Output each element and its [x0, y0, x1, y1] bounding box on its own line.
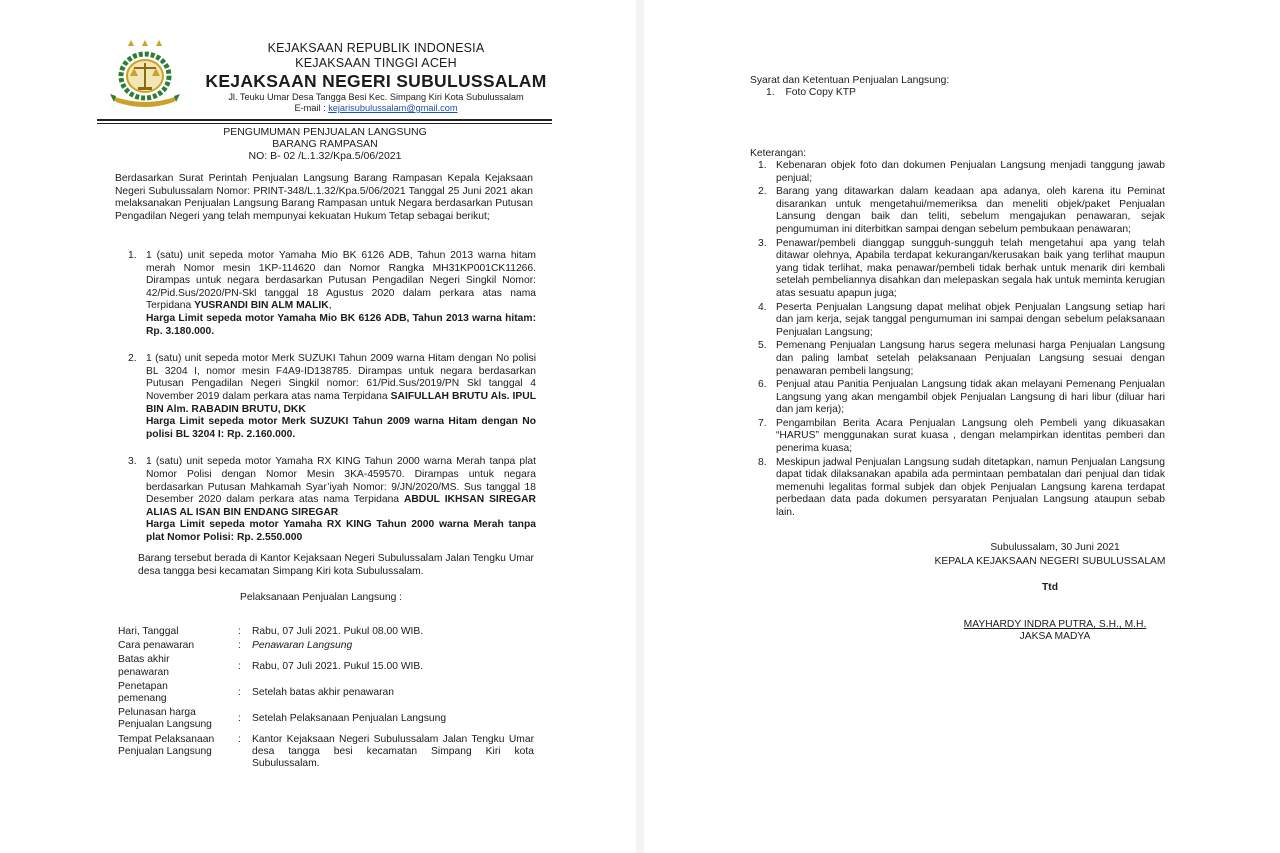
item-number: 3.	[128, 456, 137, 468]
header-line-2: KEJAKSAAN TINGGI ACEH	[295, 56, 457, 70]
item-defendant: SAIFULLAH BRUTU Als. IPUL BIN Alm. RABADIN BRUTU, DKK	[146, 390, 536, 415]
schedule-colon: :	[238, 733, 241, 745]
schedule-value: Setelah Pelaksanaan Penjualan Langsung	[252, 713, 447, 725]
note-text: Penjual atau Panitia Penjualan Langsung tidak akan melayani Pemenang Penjualan Langsung yang akan mengambil objek Penjualan Langsung di hari libur (diluar hari dan jam kerja);	[776, 379, 1165, 416]
schedule-colon: :	[238, 713, 241, 725]
note-number: 5.	[758, 340, 767, 352]
schedule-heading: Pelaksanaan Penjualan Langsung :	[240, 592, 403, 603]
schedule-key: Batas akhir penawaran	[118, 654, 170, 678]
note-number: 4.	[758, 301, 767, 313]
list-item	[128, 250, 536, 338]
schedule-table	[118, 626, 534, 772]
note-text: Barang yang ditawarkan dalam keadaan apa adanya, oleh karena itu Peminat disarankan untuk mengetahui/memeriksa dan meneliti objek/paket Penjualan Lansung dengan baik dan teliti, sebelum mengajukan penawaran, sejak pengumuman ini diterbitkan sampai dengan sebelum pembukaan penawaran;	[776, 186, 1165, 235]
schedule-key: Penetapan pemenang	[118, 680, 168, 705]
header-main-title: KEJAKSAAN NEGERI SUBULUSSALAM	[205, 71, 547, 91]
list-item	[128, 456, 536, 544]
list-item	[750, 160, 1165, 185]
kejaksaan-emblem-icon	[108, 38, 186, 108]
note-number: 3.	[758, 237, 767, 249]
schedule-value: Rabu, 07 Juli 2021. Pukul 15.00 WIB.	[252, 660, 424, 672]
schedule-key: Hari, Tanggal	[118, 626, 179, 637]
note-number: 8.	[758, 456, 767, 468]
email-link[interactable]: kejarisubulussalam@gmail.com	[328, 103, 458, 113]
schedule-key: Pelunasan harga Penjualan Langsung	[118, 707, 212, 731]
signature-ttd: Ttd	[1041, 582, 1058, 593]
note-text: Kebenaran objek foto dan dokumen Penjualan Langsung menjadi tanggung jawab penjual;	[776, 160, 1165, 184]
terms-item	[766, 87, 856, 100]
item-defendant: ABDUL IKHSAN SIREGAR ALIAS AL ISAN BIN ENDANG SIREGAR	[146, 494, 536, 518]
signatory-rank: JAKSA MADYA	[1019, 631, 1091, 642]
announcement-subtitle: BARANG RAMPASAN	[272, 138, 378, 150]
terms-item-number: 1.	[766, 87, 775, 98]
table-row	[118, 734, 534, 773]
item-limit-price: Harga Limit sepeda motor Yamaha Mio BK 6126 ADB, Tahun 2013 warna hitam: Rp. 3.180.000.	[146, 312, 536, 337]
schedule-value: Rabu, 07 Juli 2021. Pukul 08.00 WIB.	[252, 626, 424, 637]
announcement-number: NO: B- 02 /L.1.32/Kpa.5/06/2021	[248, 150, 402, 162]
email-label: E-mail :	[294, 103, 329, 113]
terms-heading: Syarat dan Ketentuan Penjualan Langsung:	[750, 75, 950, 86]
notes-list	[750, 160, 1165, 521]
list-item	[128, 353, 536, 441]
table-row	[118, 654, 534, 680]
item-number: 1.	[128, 250, 137, 261]
signatory-name: MAYHARDY INDRA PUTRA, S.H., M.H.	[963, 619, 1147, 630]
item-number: 2.	[128, 353, 137, 365]
announcement-title: PENGUMUMAN PENJUALAN LANGSUNG	[223, 126, 427, 138]
header-rule-thick	[97, 119, 552, 121]
header-address: Jl. Teuku Umar Desa Tangga Besi Kec. Simpang Kiri Kota Subulussalam	[228, 92, 524, 102]
list-item	[750, 418, 1165, 456]
schedule-key: Tempat Pelaksanaan Penjualan Langsung	[118, 733, 215, 757]
table-row	[118, 640, 534, 654]
note-number: 6.	[758, 379, 767, 391]
schedule-value: Penawaran Langsung	[252, 640, 353, 652]
note-text: Pemenang Penjualan Langsung harus segera melunasi harga Penjualan Langsung dan paling lambat setelah pelaksanaan Penjualan Langsung sesuai dengan penawaran pembeli langsung;	[776, 340, 1165, 377]
schedule-colon: :	[238, 660, 241, 672]
list-item	[750, 340, 1165, 378]
item-limit-price: Harga Limit sepeda motor Yamaha RX KING Tahun 2000 warna Merah tanpa plat Nomor Polisi: Rp. 2.550.000	[146, 519, 536, 543]
item-description	[146, 353, 536, 416]
list-item	[750, 457, 1165, 520]
note-text: Penawar/pembeli dianggap sungguh-sungguh telah mengetahui apa yang telah ditawar olehnya, Apabila terdapat kekurangan/kerusakan baik yang terlihat maupun yang tidak terlihat, maka penawar/pembeli tidak berhak untuk menarik diri kembali setelah pembeliannya disahkan dan melepaskan segala hak untuk meminta kerugian atas sesuatu apapun juga;	[776, 237, 1165, 299]
note-text: Pengambilan Berita Acara Penjualan Langsung oleh Pembeli yang dikuasakan “HARUS” menggunakan surat kuasa , dengan melampirkan identitas pemberi dan penerima kuasa;	[776, 417, 1165, 455]
signature-place-date: Subulussalam, 30 Juni 2021	[990, 542, 1120, 553]
note-text: Meskipun jadwal Penjualan Langsung sudah ditetapkan, namun Penjualan Langsung dapat tidak dilaksanakan apabila ada permintaan pembatalan dari penjual dan tidak memenuhi legalitas formal subjek dan objek Penjualan Langsung karena terdapat perbedaan data pada dokumen persyaratan Penjualan Langsung ataupun sebab lain.	[776, 456, 1165, 519]
table-row	[118, 681, 534, 707]
notes-heading: Keterangan:	[750, 148, 807, 159]
note-number: 2.	[758, 186, 767, 198]
item-limit-price: Harga Limit sepeda motor Merk SUZUKI Tahun 2009 warna Hitam dengan No polisi BL 3204 I: Rp. 2.160.000.	[146, 416, 536, 440]
list-item	[750, 302, 1165, 340]
item-text-tail: ,	[328, 300, 332, 312]
signature-position: KEPALA KEJAKSAAN NEGERI SUBULUSSALAM	[934, 556, 1166, 567]
location-note: Barang tersebut berada di Kantor Kejaksaan Negeri Subulussalam Jalan Tengku Umar desa tangga besi kecamatan Simpang Kiri kota Subulussalam.	[138, 553, 534, 577]
list-item	[750, 238, 1165, 301]
schedule-value: Kantor Kejaksaan Negeri Subulussalam Jalan Tengku Umar desa tangga besi kecamatan Simpang Kiri kota Subulussalam.	[252, 733, 534, 770]
list-item	[750, 186, 1165, 236]
schedule-colon: :	[238, 626, 241, 637]
table-row	[118, 626, 534, 640]
schedule-value: Setelah batas akhir penawaran	[252, 686, 394, 698]
header-rule-thin	[97, 123, 552, 124]
schedule-colon: :	[238, 640, 241, 652]
item-defendant: YUSRANDI BIN ALM MALIK	[194, 300, 329, 312]
item-text: 1 (satu) unit sepeda motor Yamaha Mio BK 6126 ADB, Tahun 2013 warna hitam merah Nomor mesin 1KP-114620 dan Nomor Rangka MH31KP001CK11266. Dirampas untuk negara berdasarkan Putusan Pengadilan Negeri Singkil Nomor: 42/Pid.Sus/2020/PN-Skl tanggal 18 Agustus 2020 dalam perkara atas nama Terpidana	[146, 250, 536, 312]
item-text: 1 (satu) unit sepeda motor Yamaha RX KING Tahun 2000 warna Merah tanpa plat Nomor Polisi dengan Nomor Mesin 3KA-459570. Dirampas untuk negara berdasarkan Putusan Mahkamah Syar’iyah Nomor: 9/JN/2020/MS. Sus tanggal 18 Desember 2020 dalam perkara atas nama Terpidana	[146, 456, 536, 506]
item-description	[146, 456, 536, 519]
item-list	[128, 250, 536, 544]
header-email-line	[190, 103, 562, 114]
schedule-key: Cara penawaran	[118, 640, 195, 652]
note-text: Peserta Penjualan Langsung dapat melihat objek Penjualan Langsung setiap hari dan jam kerja, sejak tanggal pengumuman ini sampai dengan sebelum pelaksanaan Penjualan Langsung;	[776, 301, 1165, 338]
note-number: 7.	[758, 417, 767, 429]
item-description	[146, 250, 536, 313]
announcement-intro: Berdasarkan Surat Perintah Penjualan Langsung Barang Rampasan Kepala Kejaksaan Negeri Subulussalam Nomor: PRINT-348/L.1.32/Kpa.5/06/2021 Tanggal 25 Juni 2021 akan melaksanakan Penjualan Langsung Barang Rampasan untuk Negara berdasarkan Putusan Pengadilan Negeri yang telah mempunyai kekuatan Hukum Tetap sebagai berikut;	[115, 173, 533, 222]
header-line-1: KEJAKSAAN REPUBLIK INDONESIA	[267, 41, 485, 55]
terms-item-text: Foto Copy KTP	[785, 87, 856, 98]
note-number: 1.	[758, 160, 767, 171]
item-text: 1 (satu) unit sepeda motor Merk SUZUKI Tahun 2009 warna Hitam dengan No polisi BL 3204 I, nomor mesin F4A9-ID138785. Dirampas untuk negara berdasarkan Putusan Pengadilan Negeri Singkil nomor: 61/Pid.Sus/2019/PN Skl tanggal 4 November 2019 dalam perkara atas nama Terpidana	[146, 353, 536, 402]
list-item	[750, 379, 1165, 417]
schedule-colon: :	[238, 686, 241, 698]
table-row	[118, 707, 534, 733]
